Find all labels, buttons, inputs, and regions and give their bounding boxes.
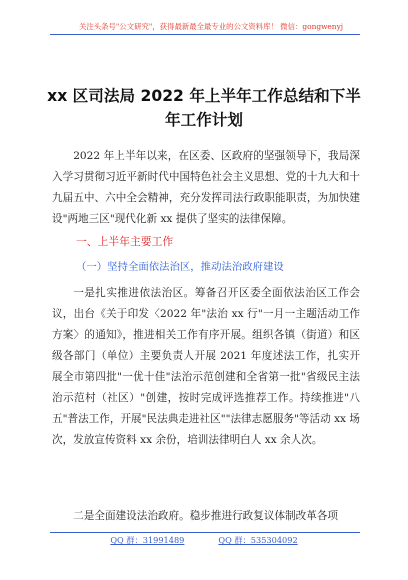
- footer-qq-group-1: QQ 群：31991489: [110, 535, 185, 545]
- subsection-heading: （一）坚持全面依法治区，推动法治政府建设: [76, 261, 284, 273]
- section-heading: 一、上半年主要工作: [76, 235, 174, 248]
- header-banner: 关注头条号"公文研究"，获得最新最全最专业的公文资料库！ 微信：gongwenyj: [78, 22, 344, 31]
- footer-qq-group-2: QQ 群：535304092: [218, 535, 298, 545]
- title-line-1: xx 区司法局 2022 年上半年工作总结和下半: [47, 87, 361, 105]
- footer: [0, 534, 408, 546]
- footer-divider: [50, 532, 360, 533]
- intro-paragraph: 2022 年上半年以来，在区委、区政府的坚强领导下，我局深入学习贯彻习近平新时代中国特色社会主义思想、党的十九大和十九届五中、六中全会精神，充分发挥司法行政职能职责，为加快建设"两地三区"现代化新 xx 提供了坚实的法律保障。: [52, 150, 360, 225]
- body-paragraph-2: 二是全面建设法治政府。稳步推进行政复议体制改革各项: [73, 510, 339, 522]
- body-paragraph-1: 一是扎实推进依法治区。筹备召开区委全面依法治区工作会议，出台《关于印发〈2022 年"法治 xx 行"一月一主题活动工作方案〉的通知》，推进相关工作有序开展。组织各镇（街道）和区级各部门（单位）主要负责人开展 2021 年度述法工作，扎实开展全市第四批"一优十佳"法治示范创建和全省第一批"省级民主法治示范村（社区）"创建，按时完成评选推荐工作。持续推进"八五"普法工作，开展"民法典走进社区""法律志愿服务"等活动 xx 场次，发放宣传资料 xx 余份，培训法律明白人 xx 余人次。: [52, 287, 360, 446]
- title-line-2: 年工作计划: [165, 111, 243, 129]
- header-divider: [50, 34, 360, 35]
- document-title: [40, 84, 368, 132]
